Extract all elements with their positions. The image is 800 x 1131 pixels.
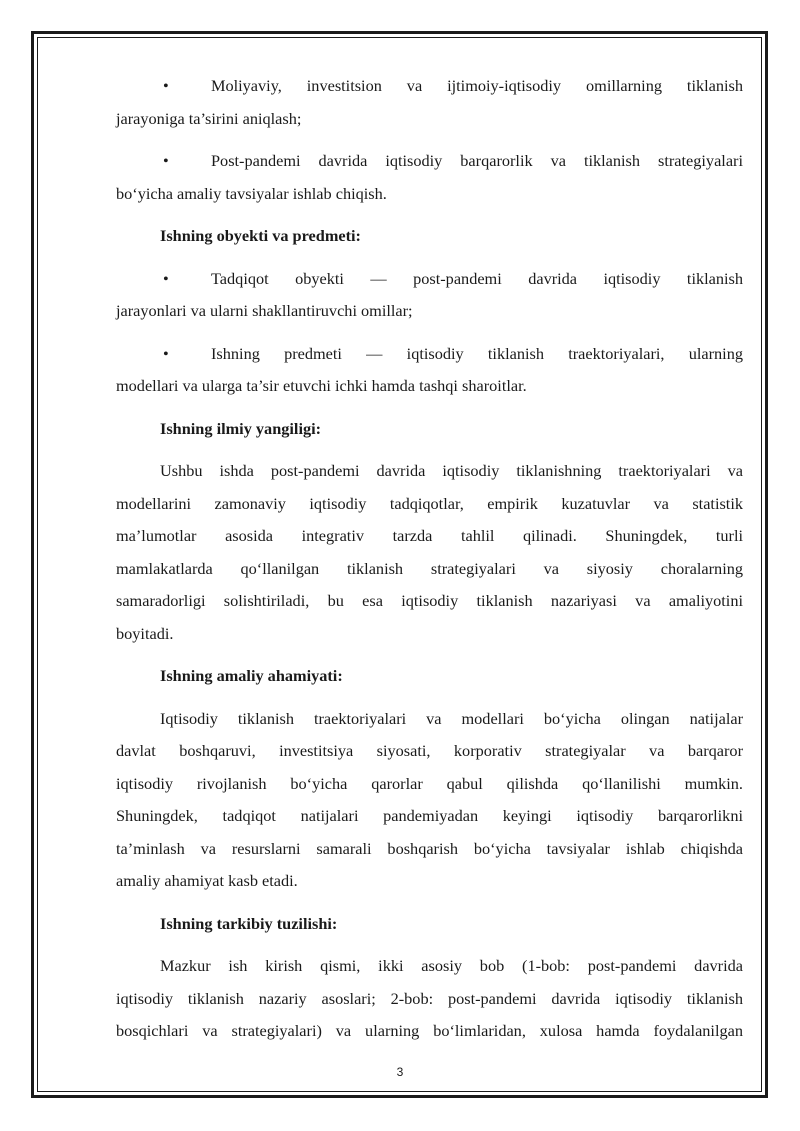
paragraph-line: boyitadi. <box>116 623 174 643</box>
document-body <box>116 70 743 1058</box>
paragraph-line: mamlakatlarda qo‘llanilgan tiklanish strategiyalari va siyosiy choralarning <box>116 558 743 578</box>
bullet-text-line: Post-pandemi davrida iqtisodiy barqarorlik va tiklanish strategiyalari <box>211 151 743 170</box>
paragraph-line: Mazkur ish kirish qismi, ikki asosiy bob (1-bob: post-pandemi davrida <box>160 956 743 975</box>
bullet-item <box>116 338 743 403</box>
section-heading: Ishning ilmiy yangiligi: <box>160 418 322 438</box>
bullet-marker: • <box>163 268 169 288</box>
paragraph-line: Shuningdek, tadqiqot natijalari pandemiyadan keyingi iqtisodiy barqarorlikni <box>116 806 743 825</box>
bullet-item <box>116 70 743 135</box>
page-number: 3 <box>396 1065 404 1079</box>
paragraph-line: Ushbu ishda post-pandemi davrida iqtisodiy tiklanishning traektoriyalari va <box>160 461 743 480</box>
bullet-marker: • <box>163 343 169 363</box>
bullet-text-line: Ishning predmeti — iqtisodiy tiklanish traektoriyalari, ularning <box>211 343 743 363</box>
paragraph-line: amaliy ahamiyat kasb etadi. <box>116 871 298 890</box>
section-heading: Ishning amaliy ahamiyati: <box>160 666 343 685</box>
bullet-text-line: jarayoniga ta’sirini aniqlash; <box>116 108 302 128</box>
bullet-text-line: Moliyaviy, investitsion va ijtimoiy-iqtisodiy omillarning tiklanish <box>211 76 743 95</box>
bullet-item <box>116 145 743 210</box>
bullet-text-line: bo‘yicha amaliy tavsiyalar ishlab chiqish. <box>116 183 387 203</box>
paragraph-line: modellarini zamonaviy iqtisodiy tadqiqotlar, empirik kuzatuvlar va statistik <box>116 493 743 513</box>
paragraph-line: samaradorligi solishtiriladi, bu esa iqtisodiy tiklanish nazariyasi va amaliyotini <box>116 591 743 610</box>
paragraph <box>116 455 743 650</box>
paragraph-line: ma’lumotlar asosida integrativ tarzda tahlil qilinadi. Shuningdek, turli <box>116 526 743 545</box>
bullet-text-line: modellari va ularga ta’sir etuvchi ichki hamda tashqi sharoitlar. <box>116 376 527 395</box>
bullet-marker: • <box>163 151 169 170</box>
section-heading: Ishning obyekti va predmeti: <box>160 226 361 245</box>
paragraph <box>116 950 743 1048</box>
paragraph-line: iqtisodiy tiklanish nazariy asoslari; 2-bob: post-pandemi davrida iqtisodiy tiklanish <box>116 988 743 1008</box>
paragraph-line: Iqtisodiy tiklanish traektoriyalari va modellari bo‘yicha olingan natijalar <box>160 708 743 728</box>
bullet-text-line: jarayonlari va ularni shakllantiruvchi omillar; <box>116 301 413 320</box>
paragraph <box>116 703 743 898</box>
bullet-marker: • <box>163 76 169 95</box>
paragraph-line: iqtisodiy rivojlanish bo‘yicha qarorlar qabul qilishda qo‘llanilishi mumkin. <box>116 773 743 793</box>
bullet-text-line: Tadqiqot obyekti — post-pandemi davrida iqtisodiy tiklanish <box>211 268 743 288</box>
bullet-item <box>116 263 743 328</box>
section-heading: Ishning tarkibiy tuzilishi: <box>160 913 338 933</box>
paragraph-line: bosqichlari va strategiyalari) va ularning bo‘limlaridan, xulosa hamda foydalanilgan <box>116 1021 743 1040</box>
paragraph-line: davlat boshqaruvi, investitsiya siyosati, korporativ strategiyalar va barqaror <box>116 741 743 760</box>
paragraph-line: ta’minlash va resurslarni samarali boshqarish bo‘yicha tavsiyalar ishlab chiqishda <box>116 838 743 858</box>
